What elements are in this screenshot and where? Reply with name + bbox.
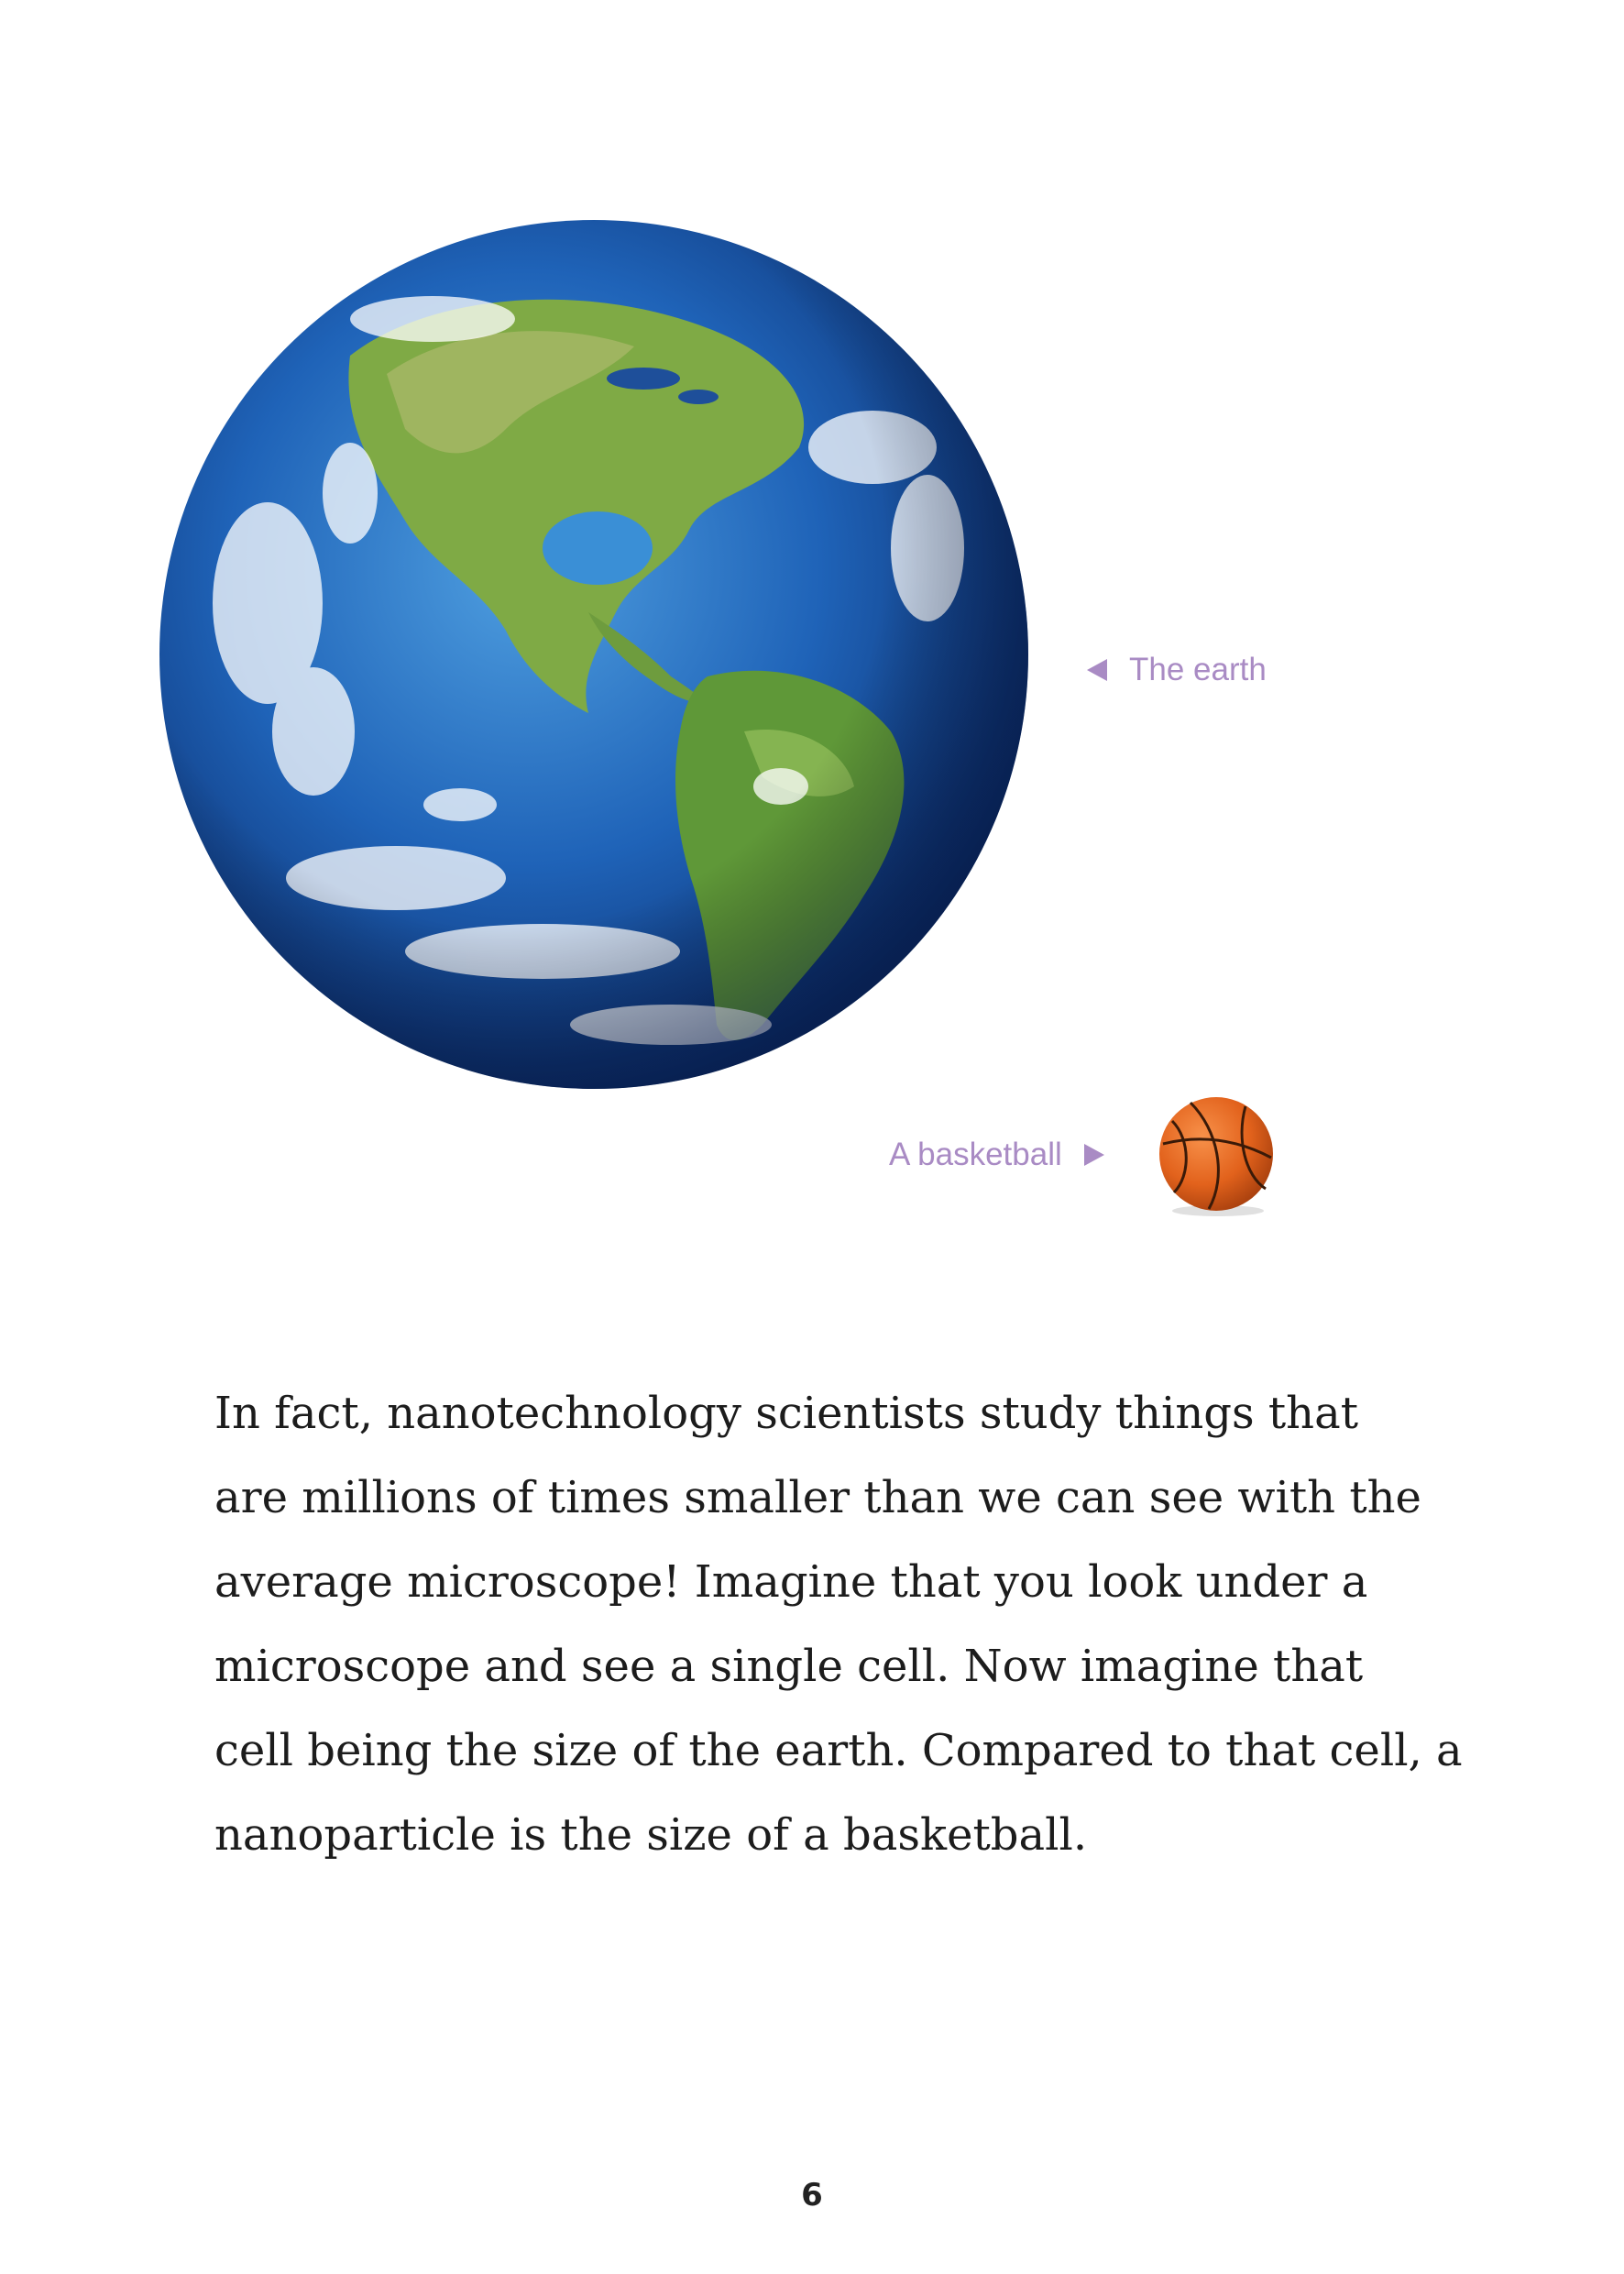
- basketball-image: [1154, 1093, 1278, 1218]
- body-paragraph: [214, 1371, 1463, 1877]
- earth-caption: [1087, 652, 1267, 688]
- triangle-right-icon: [1084, 1144, 1104, 1166]
- earth-caption-label: The earth: [1129, 652, 1267, 687]
- body-line: average microscope! Imagine that you look under a: [214, 1556, 1368, 1608]
- body-line: nanoparticle is the size of a basketball.: [214, 1809, 1088, 1861]
- body-line: microscope and see a single cell. Now imagine that: [214, 1641, 1364, 1692]
- earth-image: [158, 218, 1030, 1091]
- earth-globe-icon: [158, 218, 1030, 1091]
- triangle-left-icon: [1087, 659, 1107, 681]
- body-line: cell being the size of the earth. Compared to that cell, a: [214, 1725, 1463, 1776]
- basketball-caption-label: A basketball: [889, 1137, 1062, 1172]
- basketball-caption: [889, 1137, 1104, 1173]
- body-line: In fact, nanotechnology scientists study things that: [214, 1388, 1358, 1439]
- basketball-icon: [1154, 1093, 1278, 1218]
- body-line: are millions of times smaller than we can see with the: [214, 1472, 1421, 1523]
- page-number: 6: [801, 2177, 823, 2214]
